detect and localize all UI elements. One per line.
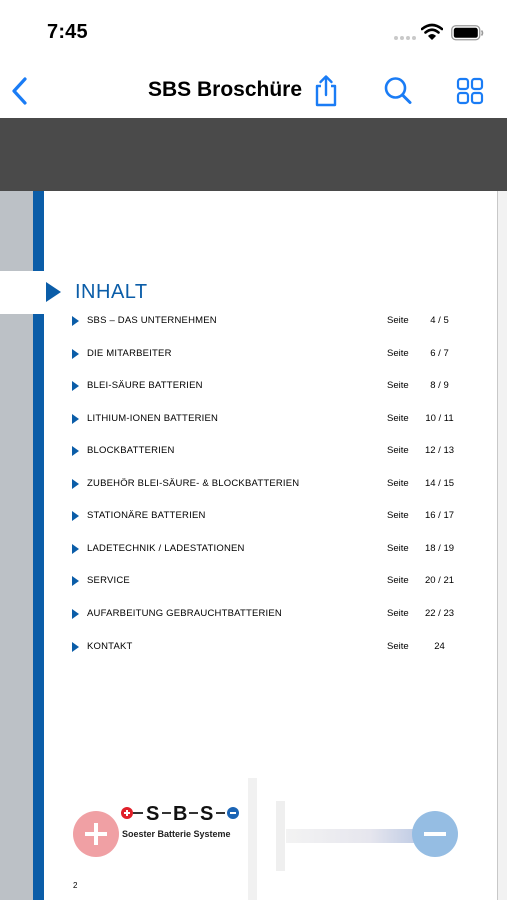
toc-item-pages: 24 [434, 641, 445, 652]
share-icon [311, 74, 341, 108]
toc-item-label: SERVICE [87, 575, 130, 586]
logo-letter-s2: S [200, 803, 214, 825]
toc-arrow-icon [72, 609, 79, 619]
status-time: 7:45 [47, 21, 88, 43]
chevron-left-icon [10, 76, 32, 106]
share-button[interactable] [310, 74, 342, 108]
toc-arrow-icon [72, 414, 79, 424]
toc-item[interactable] [72, 607, 462, 623]
toc-item[interactable] [72, 314, 462, 330]
status-bar [0, 0, 507, 60]
page-number: 2 [73, 881, 78, 890]
navigation-bar [0, 60, 507, 118]
toc-item-pages: 4 / 5 [430, 315, 449, 326]
toc-item-seite: Seite [387, 348, 409, 359]
toc-item[interactable] [72, 640, 462, 656]
toc-item-label: AUFARBEITUNG GEBRAUCHTBATTERIEN [87, 608, 282, 619]
toc-item-pages: 8 / 9 [430, 380, 449, 391]
thumbnail-grid-button[interactable] [454, 74, 486, 108]
toc-item-pages: 22 / 23 [424, 608, 455, 619]
toc-item-seite: Seite [387, 315, 409, 326]
toc-item-pages: 20 / 21 [424, 575, 455, 586]
toc-item-label: STATIONÄRE BATTERIEN [87, 510, 206, 521]
toc-arrow-icon [72, 544, 79, 554]
toc-item-label: ZUBEHÖR BLEI-SÄURE- & BLOCKBATTERIEN [87, 478, 300, 489]
toc-item-label: BLEI-SÄURE BATTERIEN [87, 380, 203, 391]
minus-terminal-icon [412, 811, 458, 857]
sbs-logo-mark [120, 801, 245, 825]
toc-item-pages: 18 / 19 [424, 543, 455, 554]
logo-letter-b: B [173, 803, 188, 825]
toc-arrow-icon [72, 446, 79, 456]
battery-frame-left [248, 778, 257, 900]
toc-item-label: LADETECHNIK / LADESTATIONEN [87, 543, 245, 554]
grid-icon [456, 77, 484, 105]
heading-highlight [0, 271, 44, 314]
toc-item-label: LITHIUM-IONEN BATTERIEN [87, 413, 219, 424]
cellular-signal-icon [394, 36, 416, 42]
toc-item-seite: Seite [387, 413, 409, 424]
sbs-logo [120, 801, 245, 843]
toc-item-pages: 16 / 17 [424, 510, 455, 521]
toc-arrow-icon [72, 479, 79, 489]
toc-item-pages: 14 / 15 [424, 478, 455, 489]
toc-item-pages: 12 / 13 [424, 445, 455, 456]
toc-item[interactable] [72, 412, 462, 428]
logo-subtitle: Soester Batterie Systeme [122, 829, 231, 839]
search-button[interactable] [382, 74, 414, 108]
toc-item-pages: 10 / 11 [425, 413, 454, 424]
page-edge-shade [498, 191, 507, 900]
heading-arrow-icon [46, 282, 61, 302]
toc-item-label: KONTAKT [87, 641, 133, 652]
toc-item-label: DIE MITARBEITER [87, 348, 172, 359]
toc-item[interactable] [72, 477, 462, 493]
document-top-band [0, 118, 507, 191]
toc-item[interactable] [72, 379, 462, 395]
toc-item[interactable] [72, 347, 462, 363]
document-page [0, 191, 507, 900]
toc-item[interactable] [72, 542, 462, 558]
toc-item-seite: Seite [387, 478, 409, 489]
toc-item[interactable] [72, 574, 462, 590]
wifi-icon [421, 23, 443, 40]
battery-frame-right [276, 801, 285, 871]
page-title: SBS Broschüre [147, 78, 303, 101]
toc-item-seite: Seite [387, 608, 409, 619]
toc-item-seite: Seite [387, 641, 409, 652]
toc-item-seite: Seite [387, 543, 409, 554]
toc-item-label: SBS – DAS UNTERNEHMEN [87, 315, 217, 326]
toc-arrow-icon [72, 642, 79, 652]
toc-item-seite: Seite [387, 575, 409, 586]
toc-item-seite: Seite [387, 445, 409, 456]
toc-arrow-icon [72, 511, 79, 521]
toc-item[interactable] [72, 509, 462, 525]
toc-arrow-icon [72, 316, 79, 326]
toc-heading: INHALT [75, 281, 148, 303]
toc-item-seite: Seite [387, 510, 409, 521]
back-button[interactable] [10, 76, 32, 106]
toc-item-pages: 6 / 7 [430, 348, 449, 359]
logo-letter-s1: S [146, 803, 160, 825]
toc-arrow-icon [72, 381, 79, 391]
battery-icon [451, 25, 485, 41]
search-icon [383, 75, 413, 107]
toc-item-seite: Seite [387, 380, 409, 391]
toc-arrow-icon [72, 349, 79, 359]
plus-terminal-icon [73, 811, 119, 857]
battery-connector [286, 829, 426, 843]
toc-arrow-icon [72, 576, 79, 586]
toc-item[interactable] [72, 444, 462, 460]
toc-item-label: BLOCKBATTERIEN [87, 445, 175, 456]
